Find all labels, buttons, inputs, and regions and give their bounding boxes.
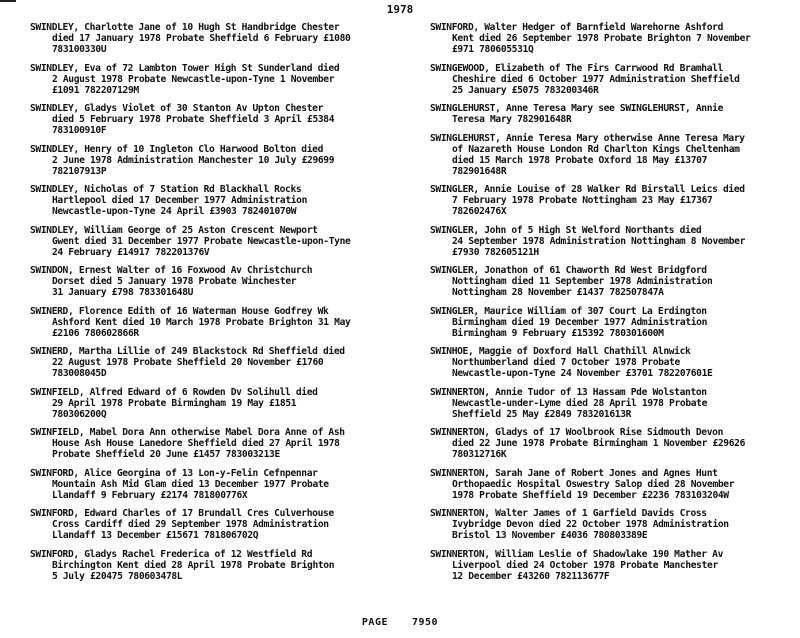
probate-entry [430, 427, 800, 460]
entry-continuation-line: Probate Sheffield 20 June £1457 783003213E [52, 449, 280, 460]
entry-continuation-line: 782901648R [452, 165, 507, 177]
probate-entry [30, 549, 400, 582]
probate-entry [30, 468, 400, 501]
entry-continuation-line: Bristol 13 November £4036 780803389E [452, 530, 648, 541]
entry-continuation-line: 29 April 1978 Probate Birmingham 19 May £1851 [52, 397, 297, 409]
page-footer [0, 617, 800, 628]
probate-entry [430, 225, 800, 258]
entry-heading-line: SWINFIELD, Alfred Edward of 6 Rowden Dv Solihull died [30, 386, 318, 398]
entry-continuation-line: Northumberland died 7 October 1978 Probate [452, 357, 680, 368]
probate-entry [30, 427, 400, 460]
entry-continuation-line: Mountain Ash Mid Glam died 13 December 1977 Probate [52, 478, 329, 490]
entry-heading-line: SWINGLER, Maurice William of 307 Court La Erdington [430, 305, 707, 317]
entry-continuation-line: 782107913P [52, 165, 107, 177]
entry-continuation-line: Nottingham 28 November £1437 782507847A [452, 287, 664, 298]
probate-entry [30, 22, 400, 55]
page-number: 7950 [412, 617, 439, 628]
entry-continuation-line: Sheffield 25 May £2849 783201613R [452, 408, 632, 420]
entry-continuation-line: Llandaff 9 February £2174 781800776X [52, 489, 248, 501]
entry-continuation-line: 24 February £14917 782201376V [52, 246, 210, 258]
entry-heading-line: SWINNERTON, Gladys of 17 Woolbrook Rise Sidmouth Devon [430, 427, 724, 438]
probate-entry [430, 508, 800, 541]
entry-heading-line: SWINNERTON, Sarah Jane of Robert Jones and Agnes Hunt [430, 467, 718, 479]
probate-entry [430, 103, 800, 125]
right-column [430, 22, 800, 589]
entry-continuation-line: 1978 Probate Sheffield 19 December £2236 783103204W [452, 489, 729, 501]
probate-entry [430, 387, 800, 420]
entry-heading-line: SWINFIELD, Mabel Dora Ann otherwise Mabel Dora Anne of Ash [30, 427, 345, 438]
entry-continuation-line: Birchington Kent died 28 April 1978 Probate Brighton [52, 559, 335, 571]
entry-continuation-line: Cheshire died 6 October 1977 Administration Sheffield [452, 73, 740, 85]
probate-entry [430, 468, 800, 501]
entry-continuation-line: 783008045D [52, 368, 107, 379]
entry-continuation-line: 12 December £43260 782113677F [452, 570, 610, 582]
entry-continuation-line: 25 January £5075 783200346R [452, 84, 599, 96]
entry-heading-line: SWINGLER, Jonathon of 61 Chaworth Rd West Bridgford [430, 265, 707, 276]
entry-continuation-line: Newcastle-under-Lyme died 28 April 1978 Probate [452, 397, 708, 409]
entry-continuation-line: 783100910F [52, 125, 107, 136]
entry-continuation-line: 783100330U [52, 44, 107, 55]
entry-heading-line: SWINGLEHURST, Anne Teresa Mary see SWINGLEHURST, Annie [430, 103, 724, 114]
entry-heading-line: SWINDLEY, Gladys Violet of 30 Stanton Av Upton Chester [30, 103, 324, 114]
entry-continuation-line: 2 August 1978 Probate Newcastle-upon-Tyne 1 November [52, 73, 335, 85]
entry-continuation-line: 24 September 1978 Administration Nottingham 8 November [452, 235, 746, 247]
entry-heading-line: SWINFORD, Alice Georgina of 13 Lon-y-Felin Cefnpennar [30, 467, 318, 479]
probate-entry [430, 306, 800, 339]
entry-continuation-line: House Ash House Lanedore Sheffield died 27 April 1978 [52, 438, 340, 449]
entry-heading-line: SWINGLER, John of 5 High St Welford Northants died [430, 224, 702, 236]
left-column [30, 22, 400, 589]
entry-heading-line: SWINGLER, Annie Louise of 28 Walker Rd Birstall Leics died [430, 184, 745, 195]
entry-heading-line: SWINFORD, Walter Hedger of Barnfield Warehorne Ashford [430, 22, 724, 33]
entry-continuation-line: Llandaff 13 December £15671 781806702Q [52, 530, 259, 541]
entry-continuation-line: died 17 January 1978 Probate Sheffield 6 February £1080 [52, 33, 351, 44]
probate-entry [30, 265, 400, 298]
page-year: 1978 [386, 3, 414, 16]
entry-continuation-line: died 5 February 1978 Probate Sheffield 3 April £5384 [52, 114, 335, 125]
entry-continuation-line: Birmingham 9 February £15392 780301600M [452, 327, 664, 339]
entry-continuation-line: 2 June 1978 Administration Manchester 10 July £29699 [52, 154, 335, 166]
probate-entry [30, 184, 400, 217]
entry-heading-line: SWINNERTON, William Leslie of Shadowlake 190 Mather Av [430, 548, 724, 560]
entry-continuation-line: Nottingham died 11 September 1978 Administration [452, 276, 713, 287]
entry-continuation-line: 782602476X [452, 206, 507, 217]
entry-heading-line: SWINHOE, Maggie of Doxford Hall Chathill Alnwick [430, 346, 691, 357]
entry-continuation-line: Teresa Mary 782901648R [452, 114, 572, 125]
entry-continuation-line: Newcastle-upon-Tyne 24 November £3701 782207601E [452, 368, 713, 379]
entry-continuation-line: 780306200Q [52, 408, 107, 420]
entry-continuation-line: died 22 June 1978 Probate Birmingham 1 November £29626 [452, 438, 746, 449]
entry-continuation-line: £2106 780602866R [52, 327, 139, 339]
probate-entry [30, 103, 400, 136]
entry-heading-line: SWINDLEY, Nicholas of 7 Station Rd Blackhall Rocks [30, 184, 302, 195]
entry-continuation-line: 7 February 1978 Probate Nottingham 23 May £17367 [452, 195, 713, 206]
entry-continuation-line: Orthopaedic Hospital Oswestry Salop died 28 November [452, 478, 735, 490]
entry-heading-line: SWINDON, Ernest Walter of 16 Foxwood Av Christchurch [30, 265, 313, 276]
entry-heading-line: SWINFORD, Edward Charles of 17 Brundall Cres Culverhouse [30, 508, 334, 519]
entry-continuation-line: £971 780605531Q [452, 44, 534, 55]
entry-continuation-line: Gwent died 31 December 1977 Probate Newcastle-upon-Tyne [52, 235, 351, 247]
entry-continuation-line: Ashford Kent died 10 March 1978 Probate Brighton 31 May [52, 316, 351, 328]
entry-continuation-line: 780312716K [452, 449, 507, 460]
entry-continuation-line: 22 August 1978 Probate Sheffield 20 November £1760 [52, 357, 324, 368]
probate-entry [30, 387, 400, 420]
probate-entry [30, 144, 400, 177]
entry-heading-line: SWINERD, Martha Lillie of 249 Blackstock Rd Sheffield died [30, 346, 345, 357]
entry-heading-line: SWINDLEY, Charlotte Jane of 10 Hugh St Handbridge Chester [30, 22, 340, 33]
page-label: PAGE [361, 617, 388, 628]
probate-entry [430, 133, 800, 177]
entry-continuation-line: £1091 782207129M [52, 84, 139, 96]
probate-entry [430, 265, 800, 298]
probate-entry [30, 346, 400, 379]
probate-entry [430, 549, 800, 582]
entry-continuation-line: died 15 March 1978 Probate Oxford 18 May £13707 [452, 154, 708, 166]
entry-continuation-line: Birmingham died 19 December 1977 Administration [452, 316, 708, 328]
probate-entry [30, 306, 400, 339]
entry-heading-line: SWINNERTON, Annie Tudor of 13 Hassam Pde Wolstanton [430, 386, 707, 398]
entry-heading-line: SWINDLEY, Henry of 10 Ingleton Clo Harwood Bolton died [30, 143, 324, 155]
probate-entry [430, 63, 800, 96]
entry-continuation-line: Hartlepool died 17 December 1977 Administration [52, 195, 308, 206]
entry-continuation-line: Kent died 26 September 1978 Probate Brighton 7 November [452, 33, 751, 44]
entry-continuation-line: Newcastle-upon-Tyne 24 April £3903 782401070W [52, 206, 297, 217]
entry-heading-line: SWINFORD, Gladys Rachel Frederica of 12 Westfield Rd [30, 548, 313, 560]
probate-entry [430, 22, 800, 55]
entry-heading-line: SWINGLEHURST, Annie Teresa Mary otherwise Anne Teresa Mary [430, 132, 745, 144]
probate-entry [30, 508, 400, 541]
entry-continuation-line: 5 July £20475 780603478L [52, 570, 183, 582]
entry-continuation-line: Cross Cardiff died 29 September 1978 Administration [52, 519, 329, 530]
entry-continuation-line: 31 January £798 783301648U [52, 287, 194, 298]
entry-heading-line: SWINNERTON, Walter James of 1 Garfield Davids Cross [430, 508, 707, 519]
entry-heading-line: SWINDLEY, Eva of 72 Lambton Tower High St Sunderland died [30, 62, 340, 74]
entry-continuation-line: £7930 782605121H [452, 246, 539, 258]
entry-continuation-line: of Nazareth House London Rd Charlton Kings Cheltenham [452, 143, 740, 155]
probate-entry [430, 184, 800, 217]
probate-entry [30, 225, 400, 258]
probate-entry [30, 63, 400, 96]
entry-heading-line: SWINDLEY, William George of 25 Aston Crescent Newport [30, 224, 318, 236]
entry-continuation-line: Ivybridge Devon died 22 October 1978 Administration [452, 519, 729, 530]
entry-heading-line: SWINGEWOOD, Elizabeth of The Firs Carrwood Rd Bramhall [430, 62, 724, 74]
probate-entry [430, 346, 800, 379]
entry-continuation-line: Dorset died 5 January 1978 Probate Winchester [52, 276, 297, 287]
entry-continuation-line: Liverpool died 24 October 1978 Probate Manchester [452, 559, 718, 571]
entry-heading-line: SWINERD, Florence Edith of 16 Waterman House Godfrey Wk [30, 305, 329, 317]
